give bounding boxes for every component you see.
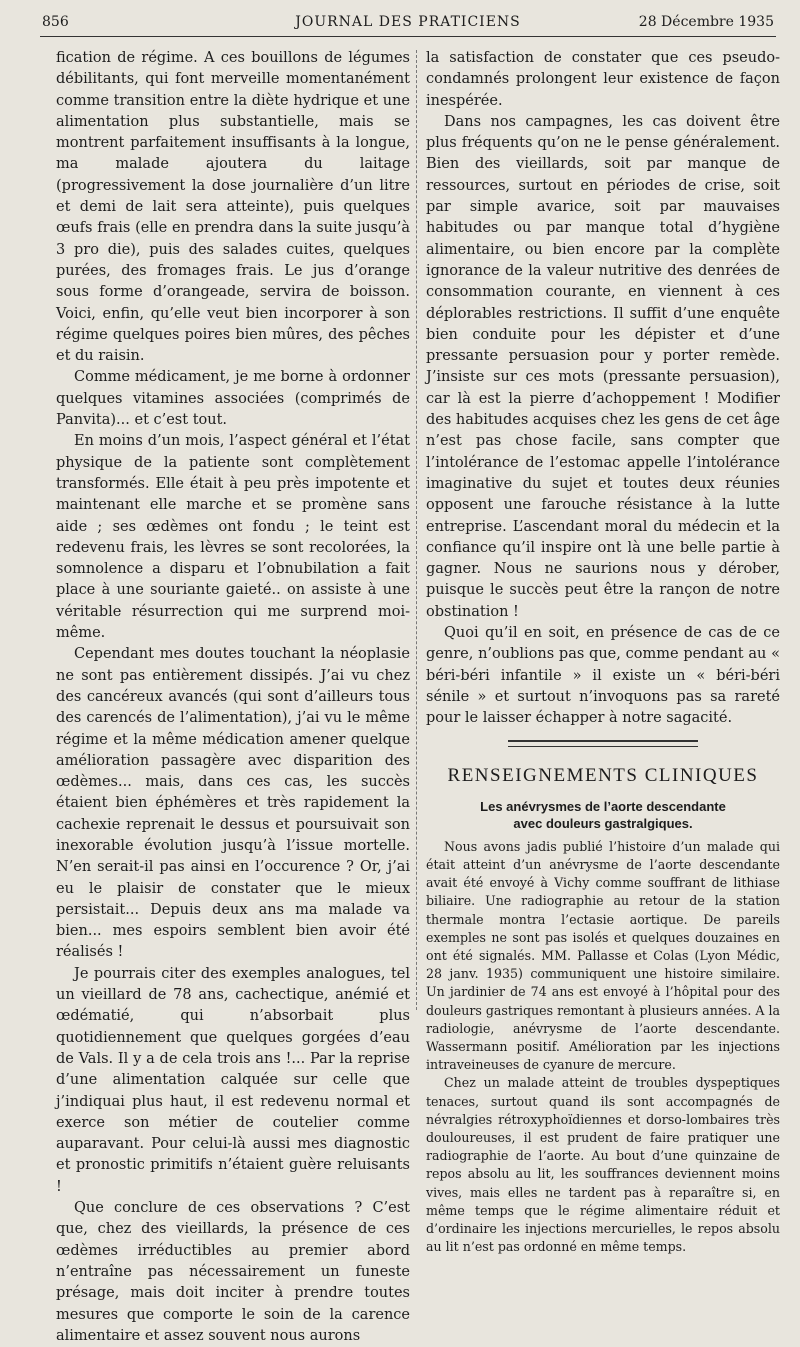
page-number: 856 <box>42 14 69 30</box>
paragraph: la satisfaction de constater que ces pseudo-condamnés prolongent leur existence de façon inespérée. <box>426 50 780 109</box>
article-title <box>426 798 780 832</box>
paragraph: Dans nos campagnes, les cas doivent être plus fréquents qu’on ne le pense généralement. Bien des vieillards, soit par manque de ressources, surtout en périodes de crise, soit par simple avarice, soit par mauvaises habitudes ou par manque total d’hygiène alimentaire, ou bien encore par la complète ignorance de la valeur nutritive des denrées de consommation courante, en viennent à ces déplorables restrictions. Il suffit d’une enquête bien conduite pour les dépister et d’une pressante persuasion pour y porter remède. J’insiste sur ces mots (pressante persuasion), car là est la pierre d’achoppement ! Modifier des habitudes acquises chez les gens de cet âge n’est pas chose facile, sans compter que l’intolérance de l’estomac appelle l’intolérance imaginative du sujet et toutes deux réunies opposent une farouche résistance à la lutte entreprise. L’ascendant moral du médecin et la confiance qu’il inspire ont là une belle partie à gagner. Nous ne saurions nous y dérober, puisque le succès peut être la rançon de notre obstination ! <box>426 113 780 620</box>
article-paragraph: Nous avons jadis publié l’histoire d’un malade qui était atteint d’un anévrysme de l’aorte descendante avait été envoyé à Vichy comme souffrant de lithiase biliaire. Une radiographie au retour de la station thermale montra l’ectasie aortique. De pareils exemples ne sont pas isolés et quelques douzaines en ont été signalés. MM. Pallasse et Colas (Lyon Médic, 28 janv. 1935) communiquent une histoire similaire. Un jardinier de 74 ans est envoyé à l’hôpital pour des douleurs gastriques remontant à plusieurs années. A la radiologie, anévrysme de l’aorte descendante. Wassermann positif. Amélioration par les injections intraveineuses de cyanure de mercure. <box>426 838 780 1073</box>
column-divider <box>416 50 417 1010</box>
article-paragraph: Chez un malade atteint de troubles dyspeptiques tenaces, surtout quand ils sont accompagnés de névralgies rétroxyphoïdiennes et dorso-lombaires très douloureuses, il est prudent de faire pratiquer une radiographie de l’aorte. Au bout d’une quinzaine de repos absolu au lit, les souffrances deviennent moins vives, mais elles ne tardent pas à reparaître si, en même temps que le régime alimentaire réduit et d’ordinaire les injections mercurielles, le repos absolu au lit n’est pas ordonné en même temps. <box>426 1075 780 1255</box>
paragraph: Que conclure de ces observations ? C’est que, chez des vieillards, la présence de ces œdèmes irréductibles au premier abord n’entraîne pas nécessairement un funeste présage, mais doit inciter à prendre toutes mesures que comporte le soin de la carence alimentaire et assez souvent nous aurons <box>56 1200 410 1344</box>
paragraph: fication de régime. A ces bouillons de légumes débilitants, qui font merveille momentanément comme transition entre la diète hydrique et une alimentation plus substantielle, mais se montrent parfaitement insuffisants à la longue, ma malade ajoutera du laitage (progressivement la dose journalière d’un litre et demi de lait sera atteinte), puis quelques œufs frais (elle en prendra dans la suite jusqu’à 3 pro die), puis des salades cuites, quelques purées, des fromages frais. Le jus d’orange sous forme d’orangeade, servira de boisson. Voici, enfin, qu’elle veut bien incorporer à son régime quelques poires bien mûres, des pêches et du raisin. <box>56 50 410 365</box>
paragraph: Quoi qu’il en soit, en présence de cas de ce genre, n’oublions pas que, comme pendant au « béri-béri infantile » il existe un « béri-béri sénile » et surtout n’invoquons pas sa rareté pour le laisser échapper à notre sagacité. <box>426 625 780 727</box>
article-title-line: Les anévrysmes de l’aorte descendante <box>480 798 726 814</box>
paragraph: Cependant mes doutes touchant la néoplasie ne sont pas entièrement dissipés. J’ai vu chez des cancéreux avancés (qui sont d’ailleurs tous des carencés de l’alimentation), j’ai vu le même régime et la même médication amener quelque amélioration passagère avec disparition des œdèmes... mais, dans ces cas, les succès étaient bien éphémères et très rapidement la cachexie reprenait le dessus et poursuivait son inexorable évolution jusqu’à l’issue mortelle. N’en serait-il pas ainsi en l’occurence ? Or, j’ai eu le plaisir de constater que le mieux persistait... Depuis deux ans ma malade va bien... mes espoirs semblent bien avoir été réalisés ! <box>56 646 410 961</box>
paragraph: Je pourrais citer des exemples analogues, tel un vieillard de 78 ans, cachectique, anémié et œdématié, qui n’absorbait plus quotidiennement que quelques gorgées d’eau de Vals. Il y a de cela trois ans !... Par la reprise d’une alimentation calquée sur celle que j’indiquai plus haut, il est redevenu normal et exerce son métier de coutelier comme auparavant. Pour celui-là aussi mes diagnostic et pronostic primitifs n’étaient guère reluisants ! <box>56 965 410 1195</box>
left-column <box>56 48 410 1347</box>
journal-title: JOURNAL DES PRATICIENS <box>295 14 521 30</box>
paragraph: Comme médicament, je me borne à ordonner quelques vitamines associées (comprimés de Panvita)... et c’est tout. <box>56 369 410 429</box>
header-rule <box>40 36 776 37</box>
right-column <box>426 48 780 1256</box>
issue-date: 28 Décembre 1935 <box>638 14 774 30</box>
paragraph: En moins d’un mois, l’aspect général et l’état physique de la patiente sont complètement transformés. Elle était à peu près impotente et maintenant elle marche et se promène sans aide ; ses œdèmes ont fondu ; le teint est redevenu frais, les lèvres se sont recolorées, la somnolence a disparu et l’obnubilation a fait place à une souriante gaieté.. on assiste à une véritable résurrection qui me surprend moi-même. <box>56 433 410 642</box>
section-separator <box>508 740 698 747</box>
section-rubric: RENSEIGNEMENTS CLINIQUES <box>447 764 759 786</box>
article-title-line: avec douleurs gastralgiques. <box>513 815 693 831</box>
page-header <box>42 14 774 36</box>
